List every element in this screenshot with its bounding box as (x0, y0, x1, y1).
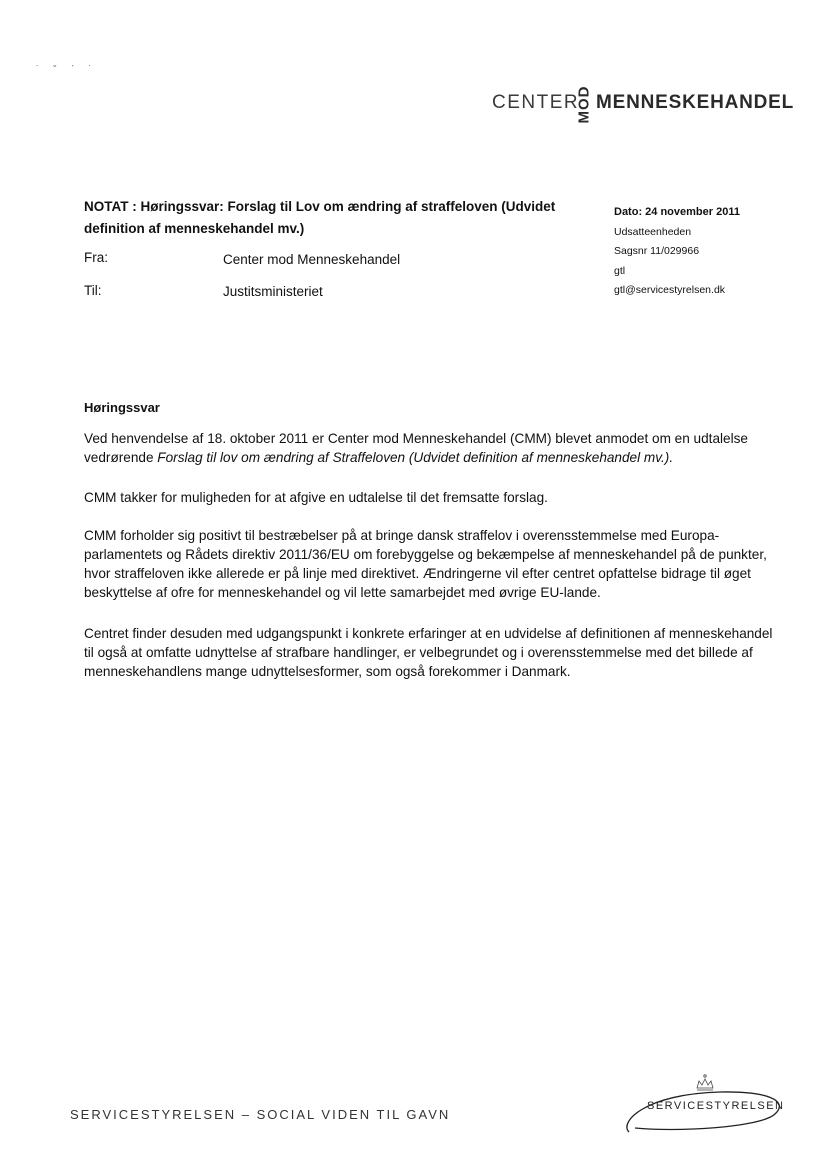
paragraph-2: CMM takker for muligheden for at afgive en udtalelse til det fremsatte forslag. (84, 490, 548, 505)
enhed-line: Udsatteenheden (614, 225, 692, 238)
paragraph-1-text: Ved henvendelse af 18. oktober 2011 er Center mod Menneskehandel (CMM) blevet anmodet om en udtalelse vedrørende (84, 431, 748, 465)
paragraph-1-italic: Forslag til lov om ændring af Straffeloven (Udvidet definition af menneskehandel mv.). (157, 450, 674, 465)
fra-value: Center mod Menneskehandel (223, 252, 401, 267)
sagsnr-line: Sagsnr 11/029966 (614, 245, 700, 257)
logo-mod-vertical (574, 82, 594, 130)
crown-icon (697, 1075, 713, 1090)
dato-line: Dato: 24 november 2011 (614, 206, 740, 218)
footer-tagline: SERVICESTYRELSEN – SOCIAL VIDEN TIL GAVN (70, 1107, 451, 1122)
paragraph-3: CMM forholder sig positivt til bestræbelser på at bringe dansk straffelov i overensstemmelse med Europa-parlamentets og Rådets direktiv 2011/36/EU om forebyggelse og bekæmpelse af menneskehandel på de punkter, hvor straffeloven ikke allerede er på linje med direktivet. Ændringerne vil efter centret opfattelse bidrage til øget beskyttelse af ofre for menneskehandel og vil lette samarbejdet med øvrige EU-lande. (84, 528, 767, 600)
initials-line: gtl (614, 264, 626, 277)
logo-word-menneskehandel: MENNESKEHANDEL (596, 92, 795, 113)
paragraph-1 (84, 429, 784, 467)
document-title: NOTAT : Høringssvar: Forslag til Lov om ændring af straffeloven (Udvidet definition af menneskehandel mv.) (84, 199, 556, 236)
section-heading: Høringssvar (84, 400, 160, 415)
fra-label: Fra: (84, 250, 109, 265)
email-line: gtl@servicestyrelsen.dk (614, 284, 726, 296)
footer-logo-text: SERVICESTYRELSEN (647, 1100, 785, 1112)
servicestyrelsen-logo (615, 1070, 790, 1140)
center-mod-menneskehandel-logo (492, 80, 795, 130)
til-label: Til: (84, 283, 102, 298)
til-value: Justitsministeriet (223, 284, 323, 299)
scan-marks: ˙ ˘ ˊ ˙ (36, 64, 98, 74)
paragraph-4: Centret finder desuden med udgangspunkt i konkrete erfaringer at en udvidelse af definitionen af menneskehandel til også at omfatte udnyttelse af strafbare handlinger, er velbegrundet og i overensstemmelse med det billede af menneskehandlens mange udnyttelsesformer, som også forekommer i Danmark. (84, 626, 773, 679)
logo-word-mod: MOD (575, 85, 593, 124)
document-metadata (614, 203, 740, 301)
logo-word-center: CENTER (492, 92, 580, 113)
